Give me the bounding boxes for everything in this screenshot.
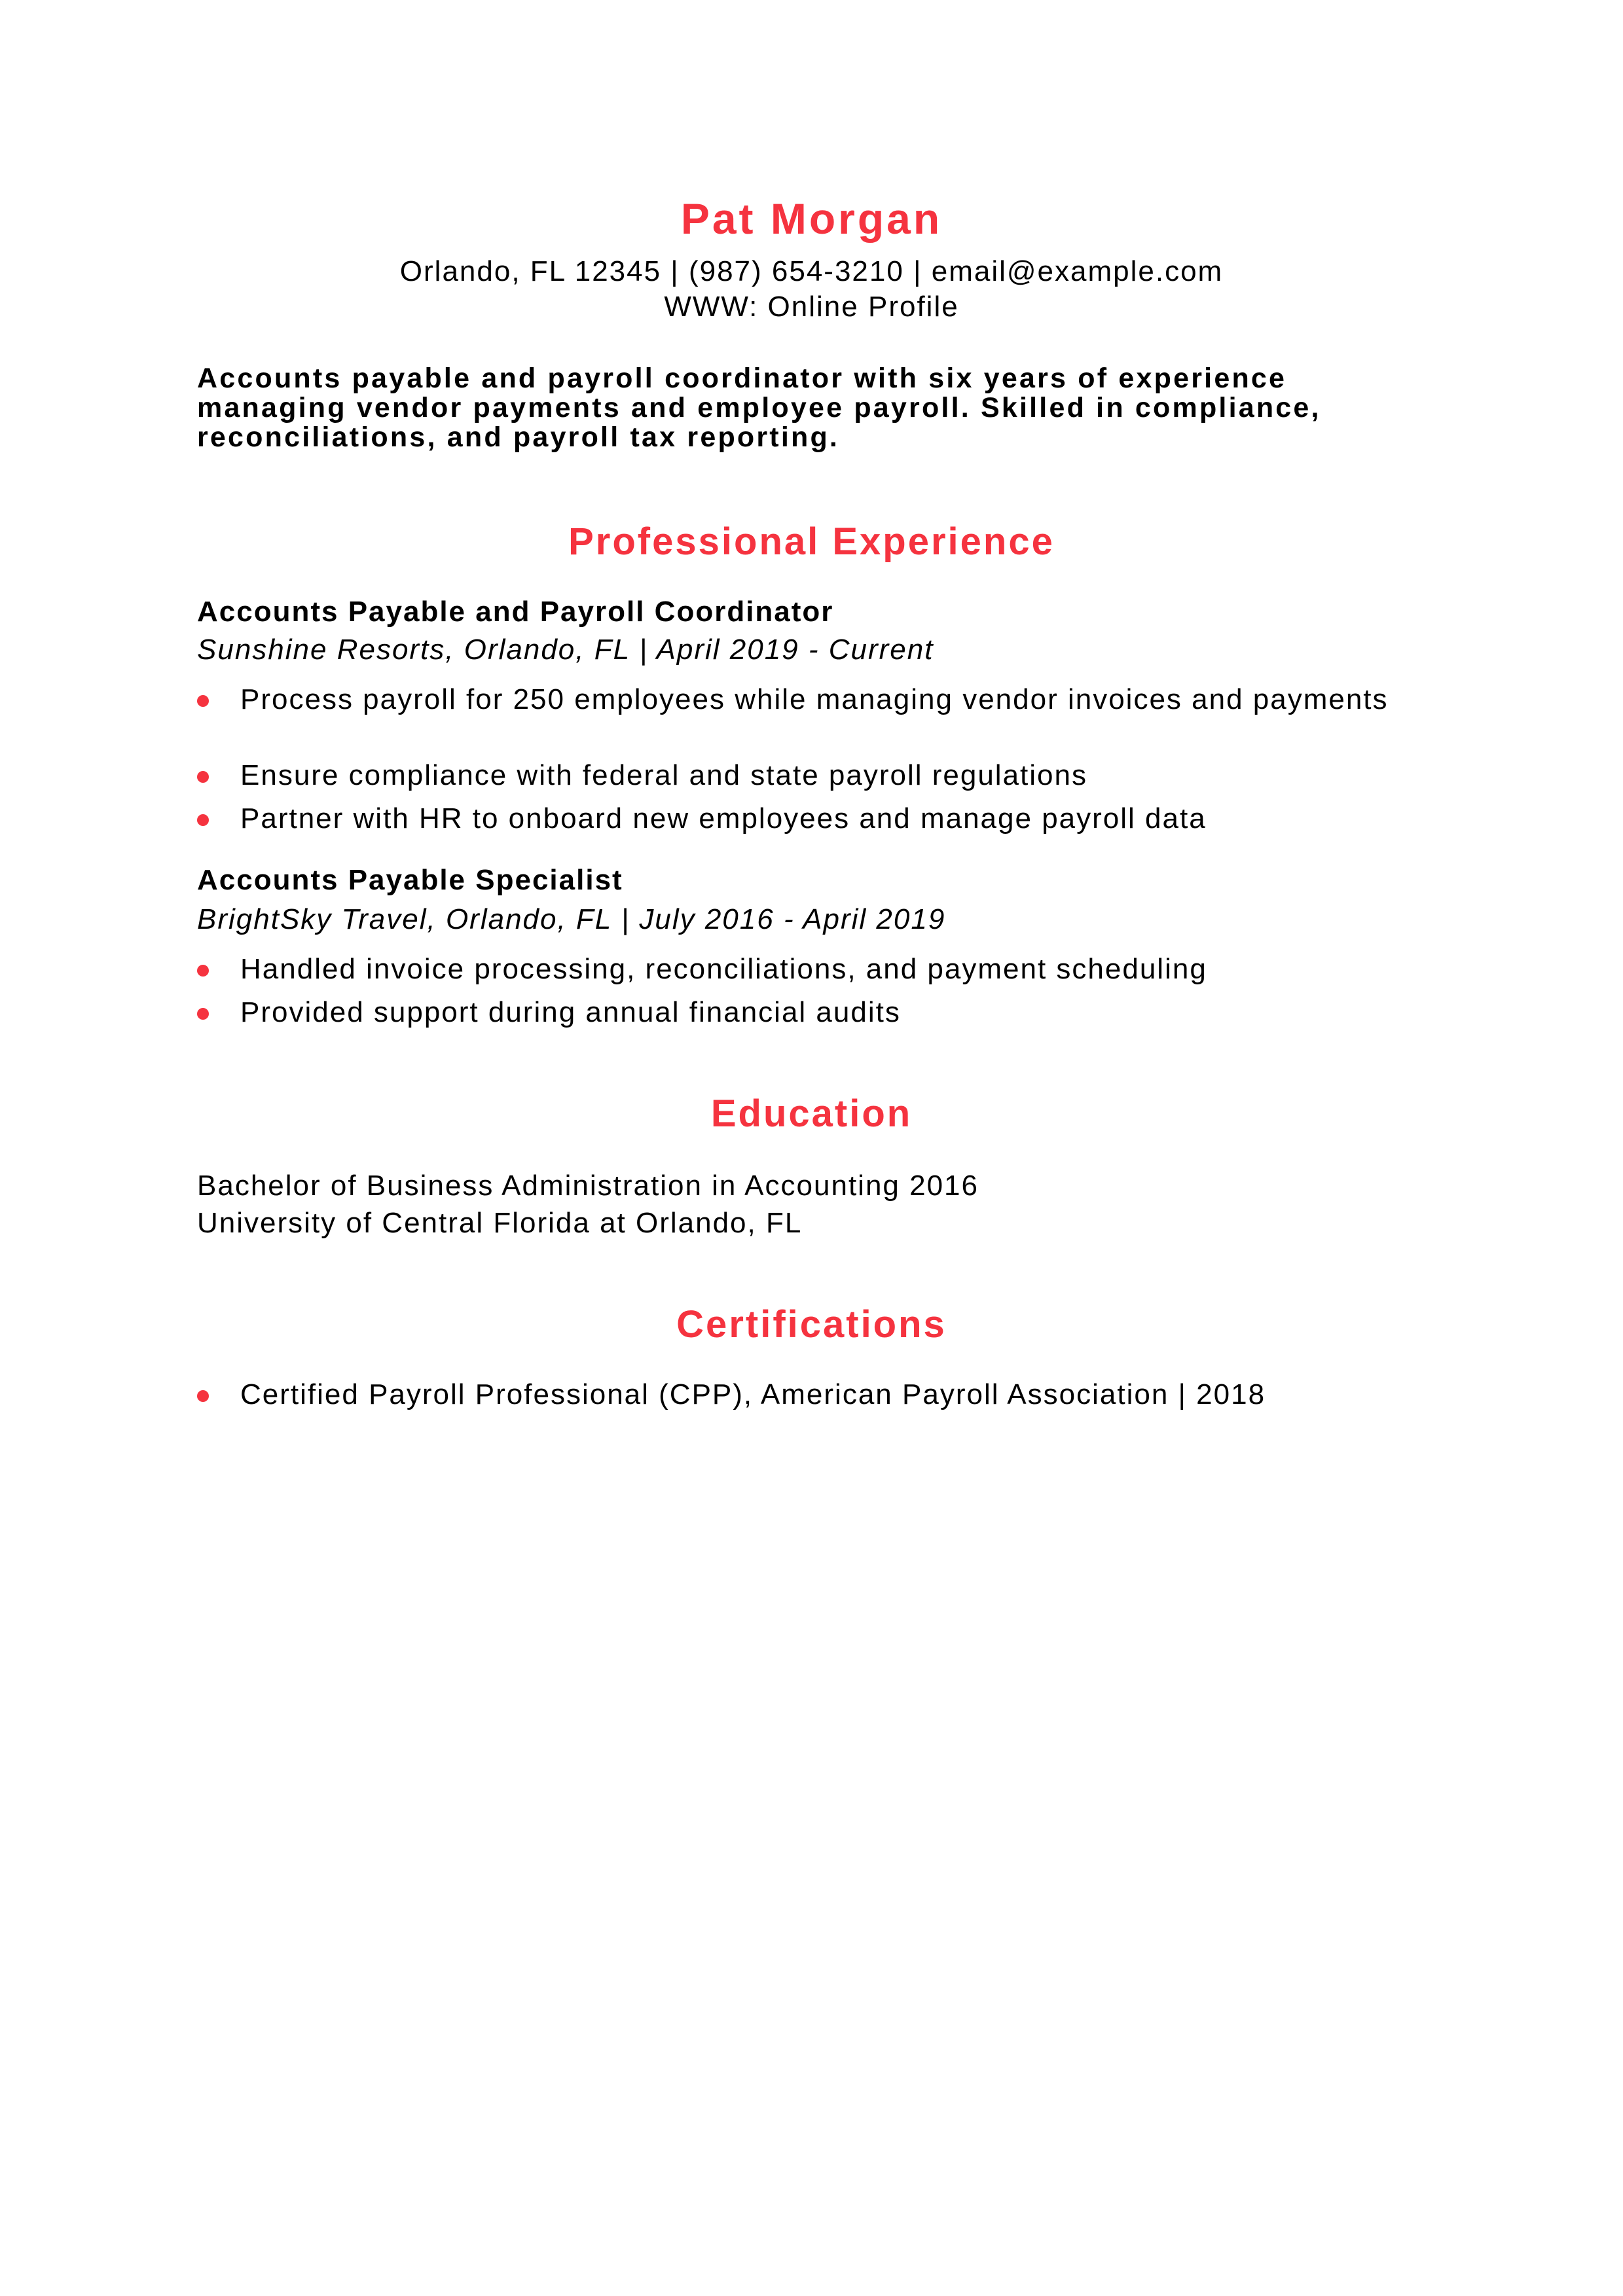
section-heading-experience: Professional Experience [568, 520, 1055, 563]
bullet-text: Process payroll for 250 employees while managing vendor invoices and payments [240, 683, 1389, 715]
online-profile-link[interactable]: WWW: Online Profile [664, 291, 959, 323]
professional-summary: Accounts payable and payroll coordinator with six years of experience managing vendor payments and employee payroll. Skilled in compliance, reconciliations, and payroll tax reporting. [197, 363, 1321, 453]
candidate-name: Pat Morgan [680, 194, 943, 243]
job-title: Accounts Payable and Payroll Coordinator [197, 596, 834, 628]
bullet-text: Partner with HR to onboard new employees and manage payroll data [240, 802, 1207, 834]
contact-info: Orlando, FL 12345 | (987) 654-3210 | email@example.com [399, 255, 1224, 287]
bullet-dot-icon [197, 965, 209, 977]
bullet-text: Provided support during annual financial audits [240, 996, 901, 1028]
job-meta: Sunshine Resorts, Orlando, FL | April 2019 - Current [197, 634, 934, 666]
bullet-text: Ensure compliance with federal and state payroll regulations [240, 759, 1087, 791]
degree: Bachelor of Business Administration in Accounting 2016 [197, 1170, 979, 1202]
bullet-dot-icon [197, 814, 209, 826]
bullet-text: Handled invoice processing, reconciliations, and payment scheduling [240, 953, 1207, 985]
certification-text: Certified Payroll Professional (CPP), American Payroll Association | 2018 [240, 1378, 1266, 1410]
bullet-dot-icon [197, 1008, 209, 1020]
job-title: Accounts Payable Specialist [197, 864, 623, 896]
bullet-dot-icon [197, 695, 209, 707]
section-heading-certifications: Certifications [676, 1303, 947, 1346]
job-meta: BrightSky Travel, Orlando, FL | July 2016 - April 2019 [197, 903, 946, 935]
section-heading-education: Education [710, 1092, 913, 1135]
bullet-dot-icon [197, 1390, 209, 1402]
bullet-dot-icon [197, 771, 209, 783]
school: University of Central Florida at Orlando, FL [197, 1207, 803, 1239]
